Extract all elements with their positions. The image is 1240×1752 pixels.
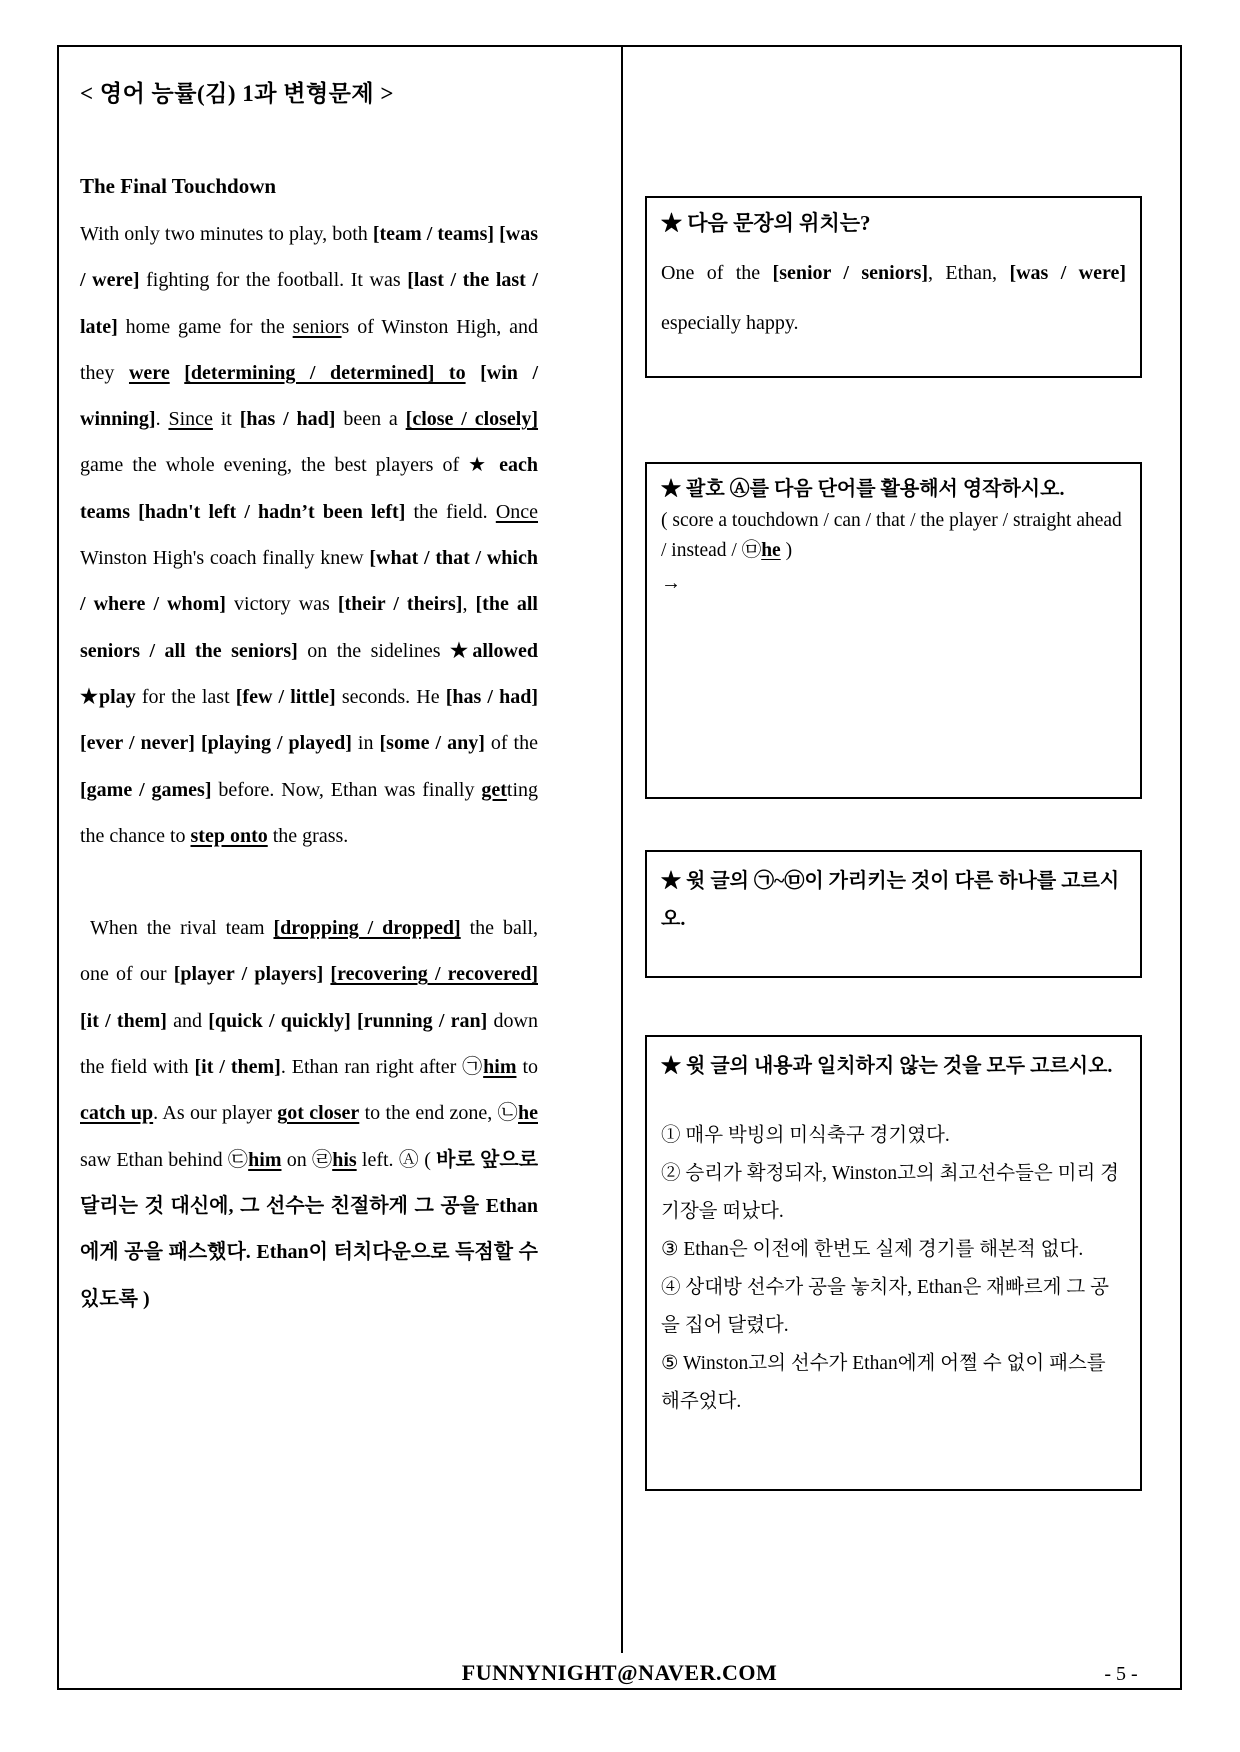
word-bank: ( score a touchdown / can / that / the player / straight ahead / instead / ㉤he ) — [661, 510, 1122, 561]
question-title: ★ 다음 문장의 위치는? — [661, 211, 871, 235]
answer-choice-5: ⑤ Winston고의 선수가 Ethan에게 어쩔 수 없이 패스를 해주었다. — [661, 1353, 1106, 1412]
worksheet-header: < 영어 능률(김) 1과 변형문제 > — [80, 81, 394, 106]
passage-paragraph-2: When the rival team [dropping / dropped] the ball, one of our [player / players] [recovering / recovered] [it / them] and [quick / quickly] [running / ran] down the field with [it / them]. Ethan ran right after ㉠him to catch up. As our player got closer to the end zone, ㉡he saw Ethan behind ㉢him on ㉣his left. Ⓐ ( 바로 앞으로 달리는 것 대신에, 그 선수는 친절하게 그 공을 Ethan에게 공을 패스했다. Ethan이 터치다운으로 득점할 수 있도록 ) — [80, 917, 539, 1310]
answer-arrow: → — [661, 572, 681, 594]
answer-choice-1: ① 매우 박빙의 미식축구 경기였다. — [661, 1125, 950, 1146]
answer-choice-3: ③ Ethan은 이전에 한번도 실제 경기를 해본적 없다. — [661, 1239, 1084, 1260]
passage-title: The Final Touchdown — [80, 174, 277, 198]
passage-paragraph-1: With only two minutes to play, both [team / teams] [was / were] fighting for the football. It was [last / the last / late] home game for the seniors of Winston High, and they were [determining / determined] to [win / winning]. Since it [has / had] been a [close / closely] game the whole evening, the best players of ★ each teams [hadn't left / hadn’t been left] the field. Once Winston High's coach finally knew [what / that / which / where / whom] victory was [their / theirs], [the all seniors / all the seniors] on the sidelines ★allowed ★play for the last [few / little] seconds. He [has / had] [ever / never] [playing / played] in [some / any] of the [game / games] before. Now, Ethan was finally getting the chance to step onto the grass. — [80, 223, 539, 847]
question-box-sentence-position — [645, 196, 1142, 378]
question-title: ★ 윗 글의 ㉠~㉤이 가리키는 것이 다른 하나를 고르시오. — [661, 870, 1120, 930]
question-box-comprehension — [645, 1035, 1142, 1491]
answer-choice-4: ④ 상대방 선수가 공을 놓치자, Ethan은 재빠르게 그 공을 집어 달렸다. — [661, 1277, 1109, 1336]
question-title: ★ 괄호 Ⓐ를 다음 단어를 활용해서 영작하시오. — [661, 478, 1065, 500]
column-divider — [621, 45, 623, 1653]
footer-page-number: - 5 - — [1104, 1663, 1138, 1685]
question-title: ★ 윗 글의 내용과 일치하지 않는 것을 모두 고르시오. — [661, 1055, 1113, 1077]
answer-choice-2: ② 승리가 확정되자, Winston고의 최고선수들은 미리 경기장을 떠났다. — [661, 1163, 1119, 1222]
footer-email: FUNNYNIGHT@NAVER.COM — [461, 1660, 778, 1685]
question-box-composition — [645, 462, 1142, 799]
left-column — [80, 75, 538, 1322]
question-box-reference — [645, 850, 1142, 978]
answer-choices — [661, 1117, 1126, 1421]
question-sentence: One of the [senior / seniors], Ethan, [was / were] especially happy. — [661, 262, 1127, 334]
